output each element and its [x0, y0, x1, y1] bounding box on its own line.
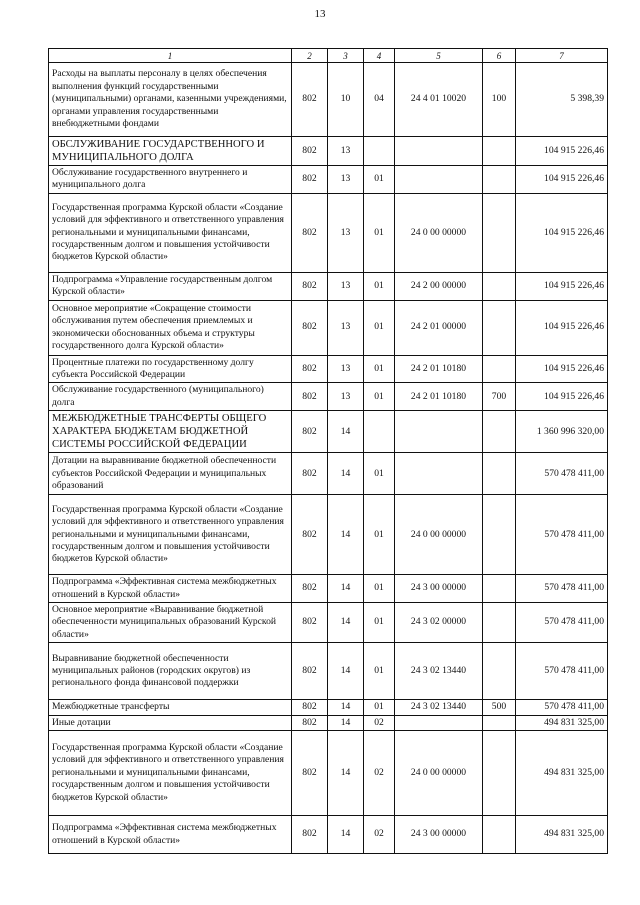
expense-type-code [483, 453, 516, 495]
row-name: Процентные платежи по государственному долгу субъекта Российской Федерации [49, 355, 292, 383]
subsection-code: 01 [364, 272, 395, 300]
expense-type-code [483, 166, 516, 194]
row-name: Обслуживание государственного внутреннего и муниципального долга [49, 166, 292, 194]
column-header: 1 [49, 49, 292, 63]
expense-type-code [483, 272, 516, 300]
row-name: Государственная программа Курской области «Создание условий для эффективного и ответственного управления региональными и муниципальными финансами, государственным долгом и повышения устойчивости бюджетов Курской области» [49, 193, 292, 272]
table-row [49, 63, 608, 137]
amount: 494 831 325,00 [516, 715, 608, 730]
expense-type-code [483, 411, 516, 453]
subsection-code: 01 [364, 575, 395, 603]
row-name: Подпрограмма «Эффективная система межбюджетных отношений в Курской области» [49, 816, 292, 854]
ved-code: 802 [292, 193, 328, 272]
amount: 104 915 226,46 [516, 355, 608, 383]
column-header: 2 [292, 49, 328, 63]
ved-code: 802 [292, 643, 328, 700]
column-header: 4 [364, 49, 395, 63]
subsection-code: 01 [364, 643, 395, 700]
row-name: Основное мероприятие «Сокращение стоимости обслуживания путем обеспечения приемлемых и экономически обоснованных объема и структуры государственного долга Курской области» [49, 300, 292, 355]
subsection-code: 02 [364, 731, 395, 816]
row-name: Дотации на выравнивание бюджетной обеспеченности субъектов Российской Федерации и муниципальных образований [49, 453, 292, 495]
header-row [49, 49, 608, 63]
row-name: МЕЖБЮДЖЕТНЫЕ ТРАНСФЕРТЫ ОБЩЕГО ХАРАКТЕРА БЮДЖЕТАМ БЮДЖЕТНОЙ СИСТЕМЫ РОССИЙСКОЙ ФЕДЕРАЦИИ [49, 411, 292, 453]
expense-type-code: 500 [483, 700, 516, 715]
section-code: 13 [328, 300, 364, 355]
target-article-code: 24 3 00 00000 [395, 816, 483, 854]
target-article-code: 24 0 00 00000 [395, 193, 483, 272]
subsection-code: 01 [364, 453, 395, 495]
target-article-code [395, 453, 483, 495]
section-code: 13 [328, 383, 364, 411]
ved-code: 802 [292, 411, 328, 453]
amount: 570 478 411,00 [516, 643, 608, 700]
target-article-code [395, 411, 483, 453]
row-name: Подпрограмма «Управление государственным долгом Курской области» [49, 272, 292, 300]
section-code: 10 [328, 63, 364, 137]
row-name: Подпрограмма «Эффективная система межбюджетных отношений в Курской области» [49, 575, 292, 603]
table-row [49, 453, 608, 495]
table-row [49, 193, 608, 272]
target-article-code: 24 4 01 10020 [395, 63, 483, 137]
page-number: 13 [314, 8, 326, 20]
amount: 104 915 226,46 [516, 272, 608, 300]
ved-code: 802 [292, 383, 328, 411]
section-code: 13 [328, 272, 364, 300]
row-name: Основное мероприятие «Выравнивание бюджетной обеспеченности муниципальных образований Курской области» [49, 603, 292, 643]
column-header: 5 [395, 49, 483, 63]
ved-code: 802 [292, 495, 328, 575]
table-row [49, 643, 608, 700]
target-article-code: 24 3 02 13440 [395, 700, 483, 715]
table-row [49, 731, 608, 816]
amount: 104 915 226,46 [516, 383, 608, 411]
subsection-code: 01 [364, 355, 395, 383]
subsection-code: 04 [364, 63, 395, 137]
section-code: 13 [328, 166, 364, 194]
table-row [49, 816, 608, 854]
table-row [49, 166, 608, 194]
expense-type-code [483, 816, 516, 854]
ved-code: 802 [292, 300, 328, 355]
ved-code: 802 [292, 700, 328, 715]
row-name: Обслуживание государственного (муниципального) долга [49, 383, 292, 411]
target-article-code: 24 2 01 10180 [395, 355, 483, 383]
row-name: Иные дотации [49, 715, 292, 730]
target-article-code: 24 2 01 10180 [395, 383, 483, 411]
table-row [49, 575, 608, 603]
row-name: Государственная программа Курской области «Создание условий для эффективного и ответственного управления региональными и муниципальными финансами, государственным долгом и повышения устойчивости бюджетов Курской области» [49, 495, 292, 575]
section-code: 13 [328, 193, 364, 272]
table-row [49, 383, 608, 411]
amount: 570 478 411,00 [516, 603, 608, 643]
target-article-code [395, 166, 483, 194]
column-header: 3 [328, 49, 364, 63]
target-article-code: 24 3 02 13440 [395, 643, 483, 700]
ved-code: 802 [292, 137, 328, 166]
expense-type-code [483, 300, 516, 355]
expense-type-code [483, 193, 516, 272]
subsection-code: 01 [364, 193, 395, 272]
table-row [49, 603, 608, 643]
amount: 570 478 411,00 [516, 575, 608, 603]
amount: 104 915 226,46 [516, 300, 608, 355]
table-row [49, 355, 608, 383]
expense-type-code [483, 575, 516, 603]
subsection-code [364, 137, 395, 166]
section-code: 14 [328, 411, 364, 453]
amount: 104 915 226,46 [516, 166, 608, 194]
subsection-code: 01 [364, 383, 395, 411]
target-article-code: 24 3 02 00000 [395, 603, 483, 643]
subsection-code: 01 [364, 166, 395, 194]
expense-type-code [483, 603, 516, 643]
amount: 5 398,39 [516, 63, 608, 137]
expense-type-code [483, 715, 516, 730]
budget-table [48, 48, 608, 854]
target-article-code [395, 715, 483, 730]
target-article-code: 24 3 00 00000 [395, 575, 483, 603]
table-row [49, 411, 608, 453]
ved-code: 802 [292, 63, 328, 137]
expense-type-code [483, 643, 516, 700]
amount: 104 915 226,46 [516, 137, 608, 166]
expense-type-code [483, 137, 516, 166]
ved-code: 802 [292, 166, 328, 194]
section-code: 14 [328, 575, 364, 603]
column-header: 6 [483, 49, 516, 63]
section-code: 13 [328, 355, 364, 383]
section-code: 14 [328, 495, 364, 575]
subsection-code [364, 411, 395, 453]
ved-code: 802 [292, 453, 328, 495]
target-article-code: 24 2 01 00000 [395, 300, 483, 355]
expense-type-code [483, 355, 516, 383]
expense-type-code: 100 [483, 63, 516, 137]
amount: 570 478 411,00 [516, 700, 608, 715]
amount: 494 831 325,00 [516, 731, 608, 816]
target-article-code: 24 2 00 00000 [395, 272, 483, 300]
section-code: 14 [328, 603, 364, 643]
section-code: 14 [328, 453, 364, 495]
section-code: 14 [328, 715, 364, 730]
expense-type-code [483, 731, 516, 816]
section-code: 14 [328, 700, 364, 715]
subsection-code: 01 [364, 300, 395, 355]
subsection-code: 02 [364, 715, 395, 730]
ved-code: 802 [292, 816, 328, 854]
table-row [49, 300, 608, 355]
subsection-code: 01 [364, 495, 395, 575]
target-article-code: 24 0 00 00000 [395, 495, 483, 575]
amount: 570 478 411,00 [516, 495, 608, 575]
target-article-code [395, 137, 483, 166]
row-name: Межбюджетные трансферты [49, 700, 292, 715]
ved-code: 802 [292, 575, 328, 603]
target-article-code: 24 0 00 00000 [395, 731, 483, 816]
row-name: Выравнивание бюджетной обеспеченности муниципальных районов (городских округов) из регионального фонда финансовой поддержки [49, 643, 292, 700]
section-code: 13 [328, 137, 364, 166]
expense-type-code: 700 [483, 383, 516, 411]
ved-code: 802 [292, 603, 328, 643]
table-row [49, 272, 608, 300]
expense-type-code [483, 495, 516, 575]
table-row [49, 715, 608, 730]
subsection-code: 01 [364, 700, 395, 715]
row-name: ОБСЛУЖИВАНИЕ ГОСУДАРСТВЕННОГО И МУНИЦИПАЛЬНОГО ДОЛГА [49, 137, 292, 166]
section-code: 14 [328, 643, 364, 700]
ved-code: 802 [292, 355, 328, 383]
column-header: 7 [516, 49, 608, 63]
subsection-code: 01 [364, 603, 395, 643]
row-name: Расходы на выплаты персоналу в целях обеспечения выполнения функций государственными (муниципальными) органами, казенными учреждениями, органами управления государственными внебюджетными фондами [49, 63, 292, 137]
section-code: 14 [328, 816, 364, 854]
amount: 1 360 996 320,00 [516, 411, 608, 453]
table-row [49, 495, 608, 575]
table-row [49, 137, 608, 166]
ved-code: 802 [292, 731, 328, 816]
table-row [49, 700, 608, 715]
amount: 104 915 226,46 [516, 193, 608, 272]
ved-code: 802 [292, 715, 328, 730]
ved-code: 802 [292, 272, 328, 300]
amount: 570 478 411,00 [516, 453, 608, 495]
row-name: Государственная программа Курской области «Создание условий для эффективного и ответственного управления региональными и муниципальными финансами, государственным долгом и повышения устойчивости бюджетов Курской области» [49, 731, 292, 816]
subsection-code: 02 [364, 816, 395, 854]
section-code: 14 [328, 731, 364, 816]
amount: 494 831 325,00 [516, 816, 608, 854]
